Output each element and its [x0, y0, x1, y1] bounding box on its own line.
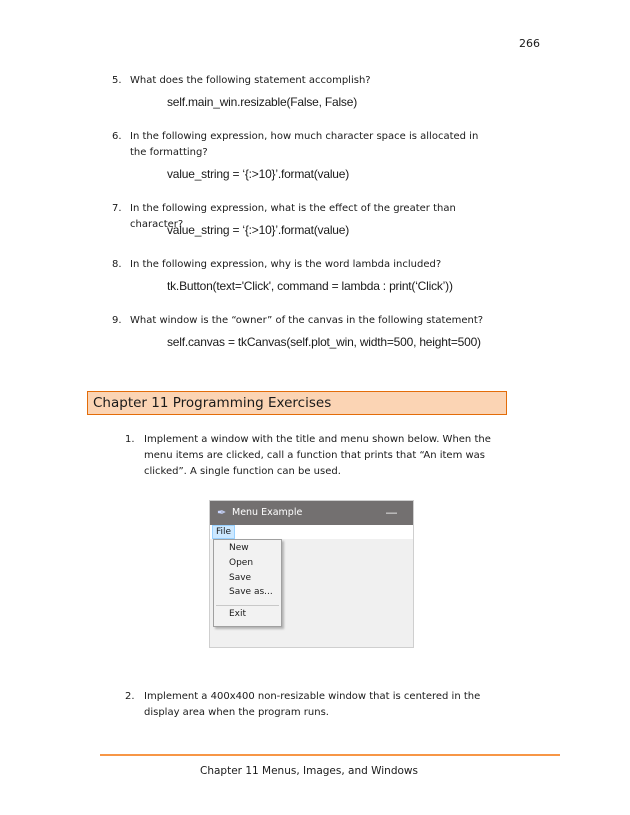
page-number: 266 — [519, 37, 540, 50]
menu-item-open[interactable]: Open — [229, 558, 254, 568]
question-number: 6. — [112, 131, 122, 142]
question-number: 8. — [112, 259, 122, 270]
question-number: 7. — [112, 203, 122, 214]
question-text: In the following expression, why is the word lambda included? — [130, 259, 442, 270]
question-text: In the following expression, what is the effect of the greater than character? — [130, 203, 456, 230]
minimize-icon[interactable]: — — [386, 507, 397, 519]
menu-bar — [210, 525, 413, 539]
code-line: self.canvas = tkCanvas(self.plot_win, width=500, height=500) — [167, 335, 481, 349]
question-9 — [112, 313, 512, 329]
question-8 — [112, 257, 492, 273]
exercise-number: 2. — [125, 691, 135, 702]
exercise-text: Implement a 400x400 non-resizable window that is centered in the display area when the program runs. — [144, 691, 481, 718]
window-titlebar — [210, 501, 413, 525]
file-menu[interactable]: File — [212, 525, 235, 539]
footer-divider — [100, 754, 560, 756]
menu-item-new[interactable]: New — [229, 543, 249, 553]
exercise-text: Implement a window with the title and menu shown below. When the menu items are clicked, call a function that prints that “An item was clicked”. A single function can be used. — [144, 434, 491, 477]
menu-item-save[interactable]: Save — [229, 573, 252, 583]
chapter-header: Chapter 11 Programming Exercises — [87, 391, 507, 415]
code-line: self.main_win.resizable(False, False) — [167, 95, 358, 109]
code-line: value_string = ‘{:>10}’.format(value) — [167, 167, 350, 181]
code-line: tk.Button(text='Click', command = lambda : print(‘Click’)) — [167, 279, 453, 293]
question-5 — [112, 73, 492, 89]
menu-separator — [216, 605, 279, 606]
question-6 — [112, 129, 492, 161]
exercise-2 — [125, 689, 505, 721]
question-text: What window is the “owner” of the canvas in the following statement? — [130, 315, 484, 326]
menu-item-exit[interactable]: Exit — [229, 609, 247, 619]
window-title: Menu Example — [232, 507, 303, 518]
file-dropdown — [213, 539, 282, 627]
question-number: 9. — [112, 315, 122, 326]
code-line: value_string = ‘{:>10}’.format(value) — [167, 223, 350, 237]
question-number: 5. — [112, 75, 122, 86]
exercise-1 — [125, 432, 505, 480]
question-text: What does the following statement accomplish? — [130, 75, 371, 86]
menu-item-save-as[interactable]: Save as... — [229, 587, 273, 597]
exercise-number: 1. — [125, 434, 135, 445]
menu-example-window — [209, 500, 414, 648]
footer-chapter-title: Chapter 11 Menus, Images, and Windows — [200, 765, 418, 777]
feather-icon: ✒ — [217, 507, 227, 519]
question-text: In the following expression, how much character space is allocated in the formatting? — [130, 131, 479, 158]
